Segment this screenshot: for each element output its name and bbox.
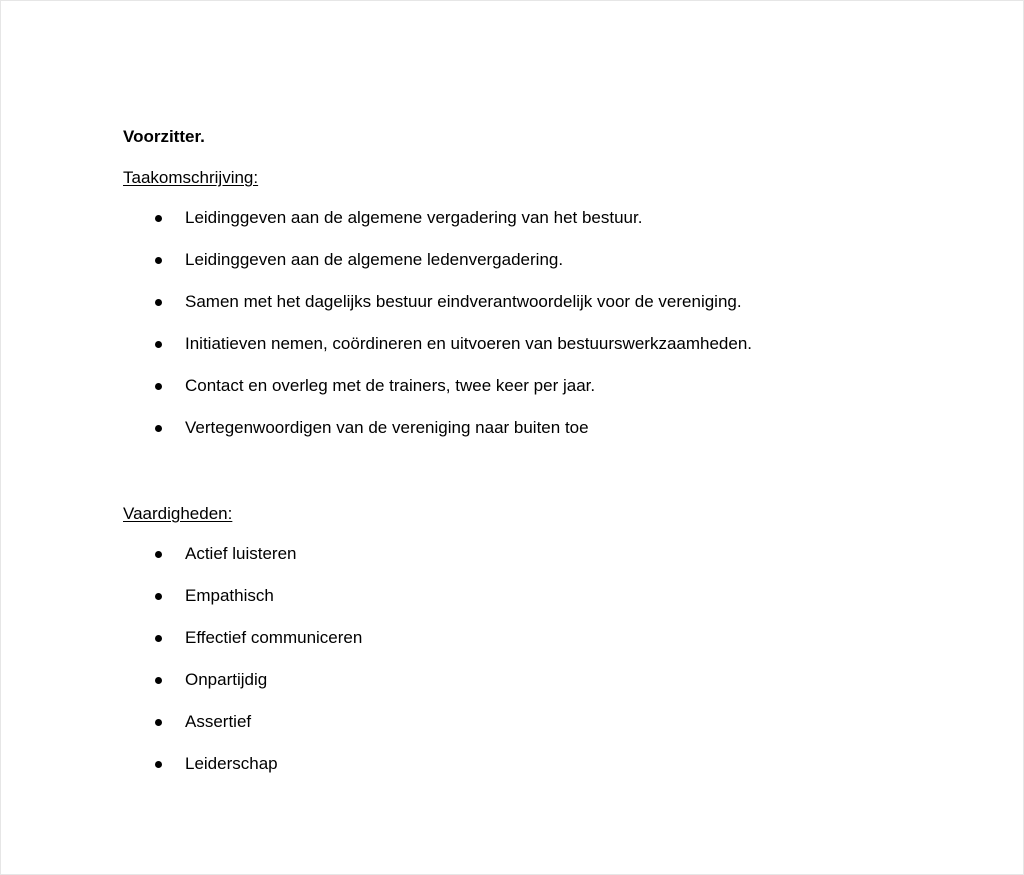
document-title: Voorzitter. — [123, 127, 205, 146]
bullet-icon — [155, 551, 162, 558]
list-item-text: Effectief communiceren — [185, 628, 363, 647]
list-item — [123, 710, 983, 734]
list-item — [123, 416, 983, 440]
list-item-text: Contact en overleg met de trainers, twee keer per jaar. — [185, 376, 596, 395]
bullet-icon — [155, 593, 162, 600]
bullet-icon — [155, 299, 162, 306]
list-item — [123, 332, 983, 356]
bullet-icon — [155, 341, 162, 348]
bullet-icon — [155, 383, 162, 390]
list-item-text: Assertief — [185, 712, 252, 731]
list-item — [123, 626, 983, 650]
bullet-icon — [155, 635, 162, 642]
list-item-text: Leidinggeven aan de algemene vergadering van het bestuur. — [185, 208, 643, 227]
list-item — [123, 206, 983, 230]
bullet-icon — [155, 719, 162, 726]
bullet-icon — [155, 425, 162, 432]
list-item — [123, 668, 983, 692]
list-item-text: Samen met het dagelijks bestuur eindverantwoordelijk voor de vereniging. — [185, 292, 742, 311]
list-item-text: Empathisch — [185, 586, 274, 605]
list-item-text: Leidinggeven aan de algemene ledenvergadering. — [185, 250, 564, 269]
list-item — [123, 584, 983, 608]
list-item — [123, 248, 983, 272]
bullet-icon — [155, 677, 162, 684]
skills-heading: Vaardigheden: — [123, 504, 233, 523]
list-item — [123, 542, 983, 566]
list-item-text: Initiatieven nemen, coördineren en uitvoeren van bestuurswerkzaamheden. — [185, 334, 753, 353]
list-item-text: Leiderschap — [185, 754, 278, 773]
list-item-text: Onpartijdig — [185, 670, 268, 689]
bullet-icon — [155, 761, 162, 768]
list-item — [123, 290, 983, 314]
bullet-icon — [155, 257, 162, 264]
list-item-text: Vertegenwoordigen van de vereniging naar buiten toe — [185, 418, 589, 437]
skills-list — [123, 542, 983, 776]
bullet-icon — [155, 215, 162, 222]
tasks-heading: Taakomschrijving: — [123, 168, 259, 187]
list-item — [123, 374, 983, 398]
document-body — [123, 125, 983, 776]
list-item-text: Actief luisteren — [185, 544, 297, 563]
tasks-list — [123, 206, 983, 440]
list-item — [123, 752, 983, 776]
